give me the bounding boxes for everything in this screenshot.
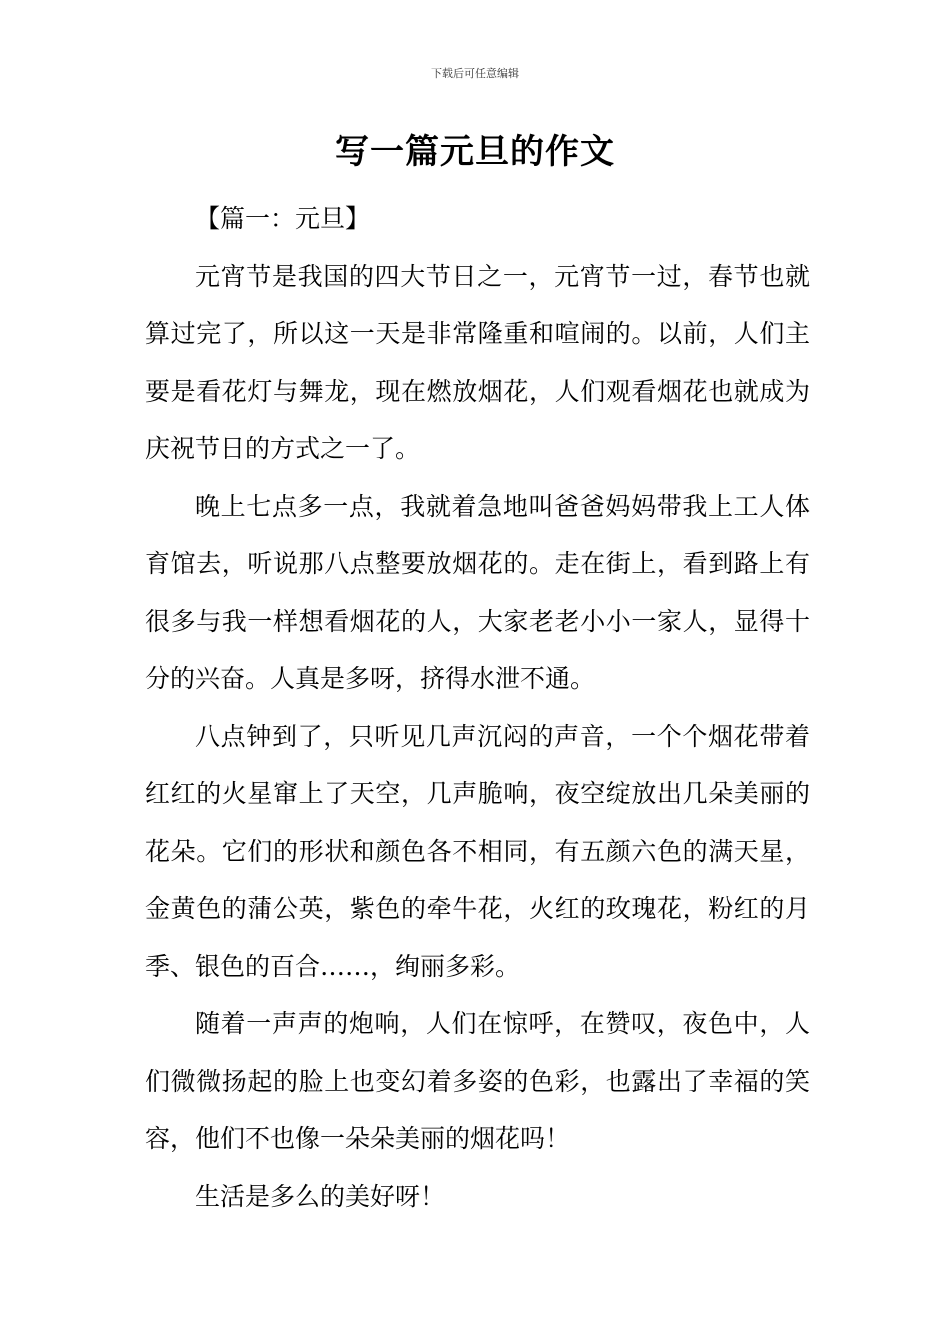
article-body — [145, 190, 810, 1225]
section-heading: 【篇一：元旦】 — [195, 204, 371, 233]
paragraph-3: 八点钟到了，只听见几声沉闷的声音，一个个烟花带着红红的火星窜上了天空，几声脆响，夜空绽放出几朵美丽的花朵。它们的形状和颜色各不相同，有五颜六色的满天星，金黄色的蒲公英，紫色的牵牛花，火红的玫瑰花，粉红的月季、银色的百合……，绚丽多彩。 — [145, 721, 810, 981]
paragraph-5: 生活是多么的美好呀！ — [195, 1181, 446, 1211]
header-note: 下载后可任意编辑 — [431, 67, 519, 80]
paragraph-4: 随着一声声的炮响，人们在惊呼，在赞叹，夜色中，人们微微扬起的脸上也变幻着多姿的色彩，也露出了幸福的笑容，他们不也像一朵朵美丽的烟花吗！ — [145, 1009, 810, 1153]
paragraph-2: 晚上七点多一点，我就着急地叫爸爸妈妈带我上工人体育馆去，听说那八点整要放烟花的。走在街上，看到路上有很多与我一样想看烟花的人，大家老老小小一家人，显得十分的兴奋。人真是多呀，挤得水泄不通。 — [145, 491, 810, 693]
page-title: 写一篇元旦的作文 — [335, 132, 615, 172]
paragraph-1: 元宵节是我国的四大节日之一，元宵节一过，春节也就算过完了，所以这一天是非常隆重和喧闹的。以前，人们主要是看花灯与舞龙，现在燃放烟花，人们观看烟花也就成为庆祝节日的方式之一了。 — [145, 261, 810, 463]
